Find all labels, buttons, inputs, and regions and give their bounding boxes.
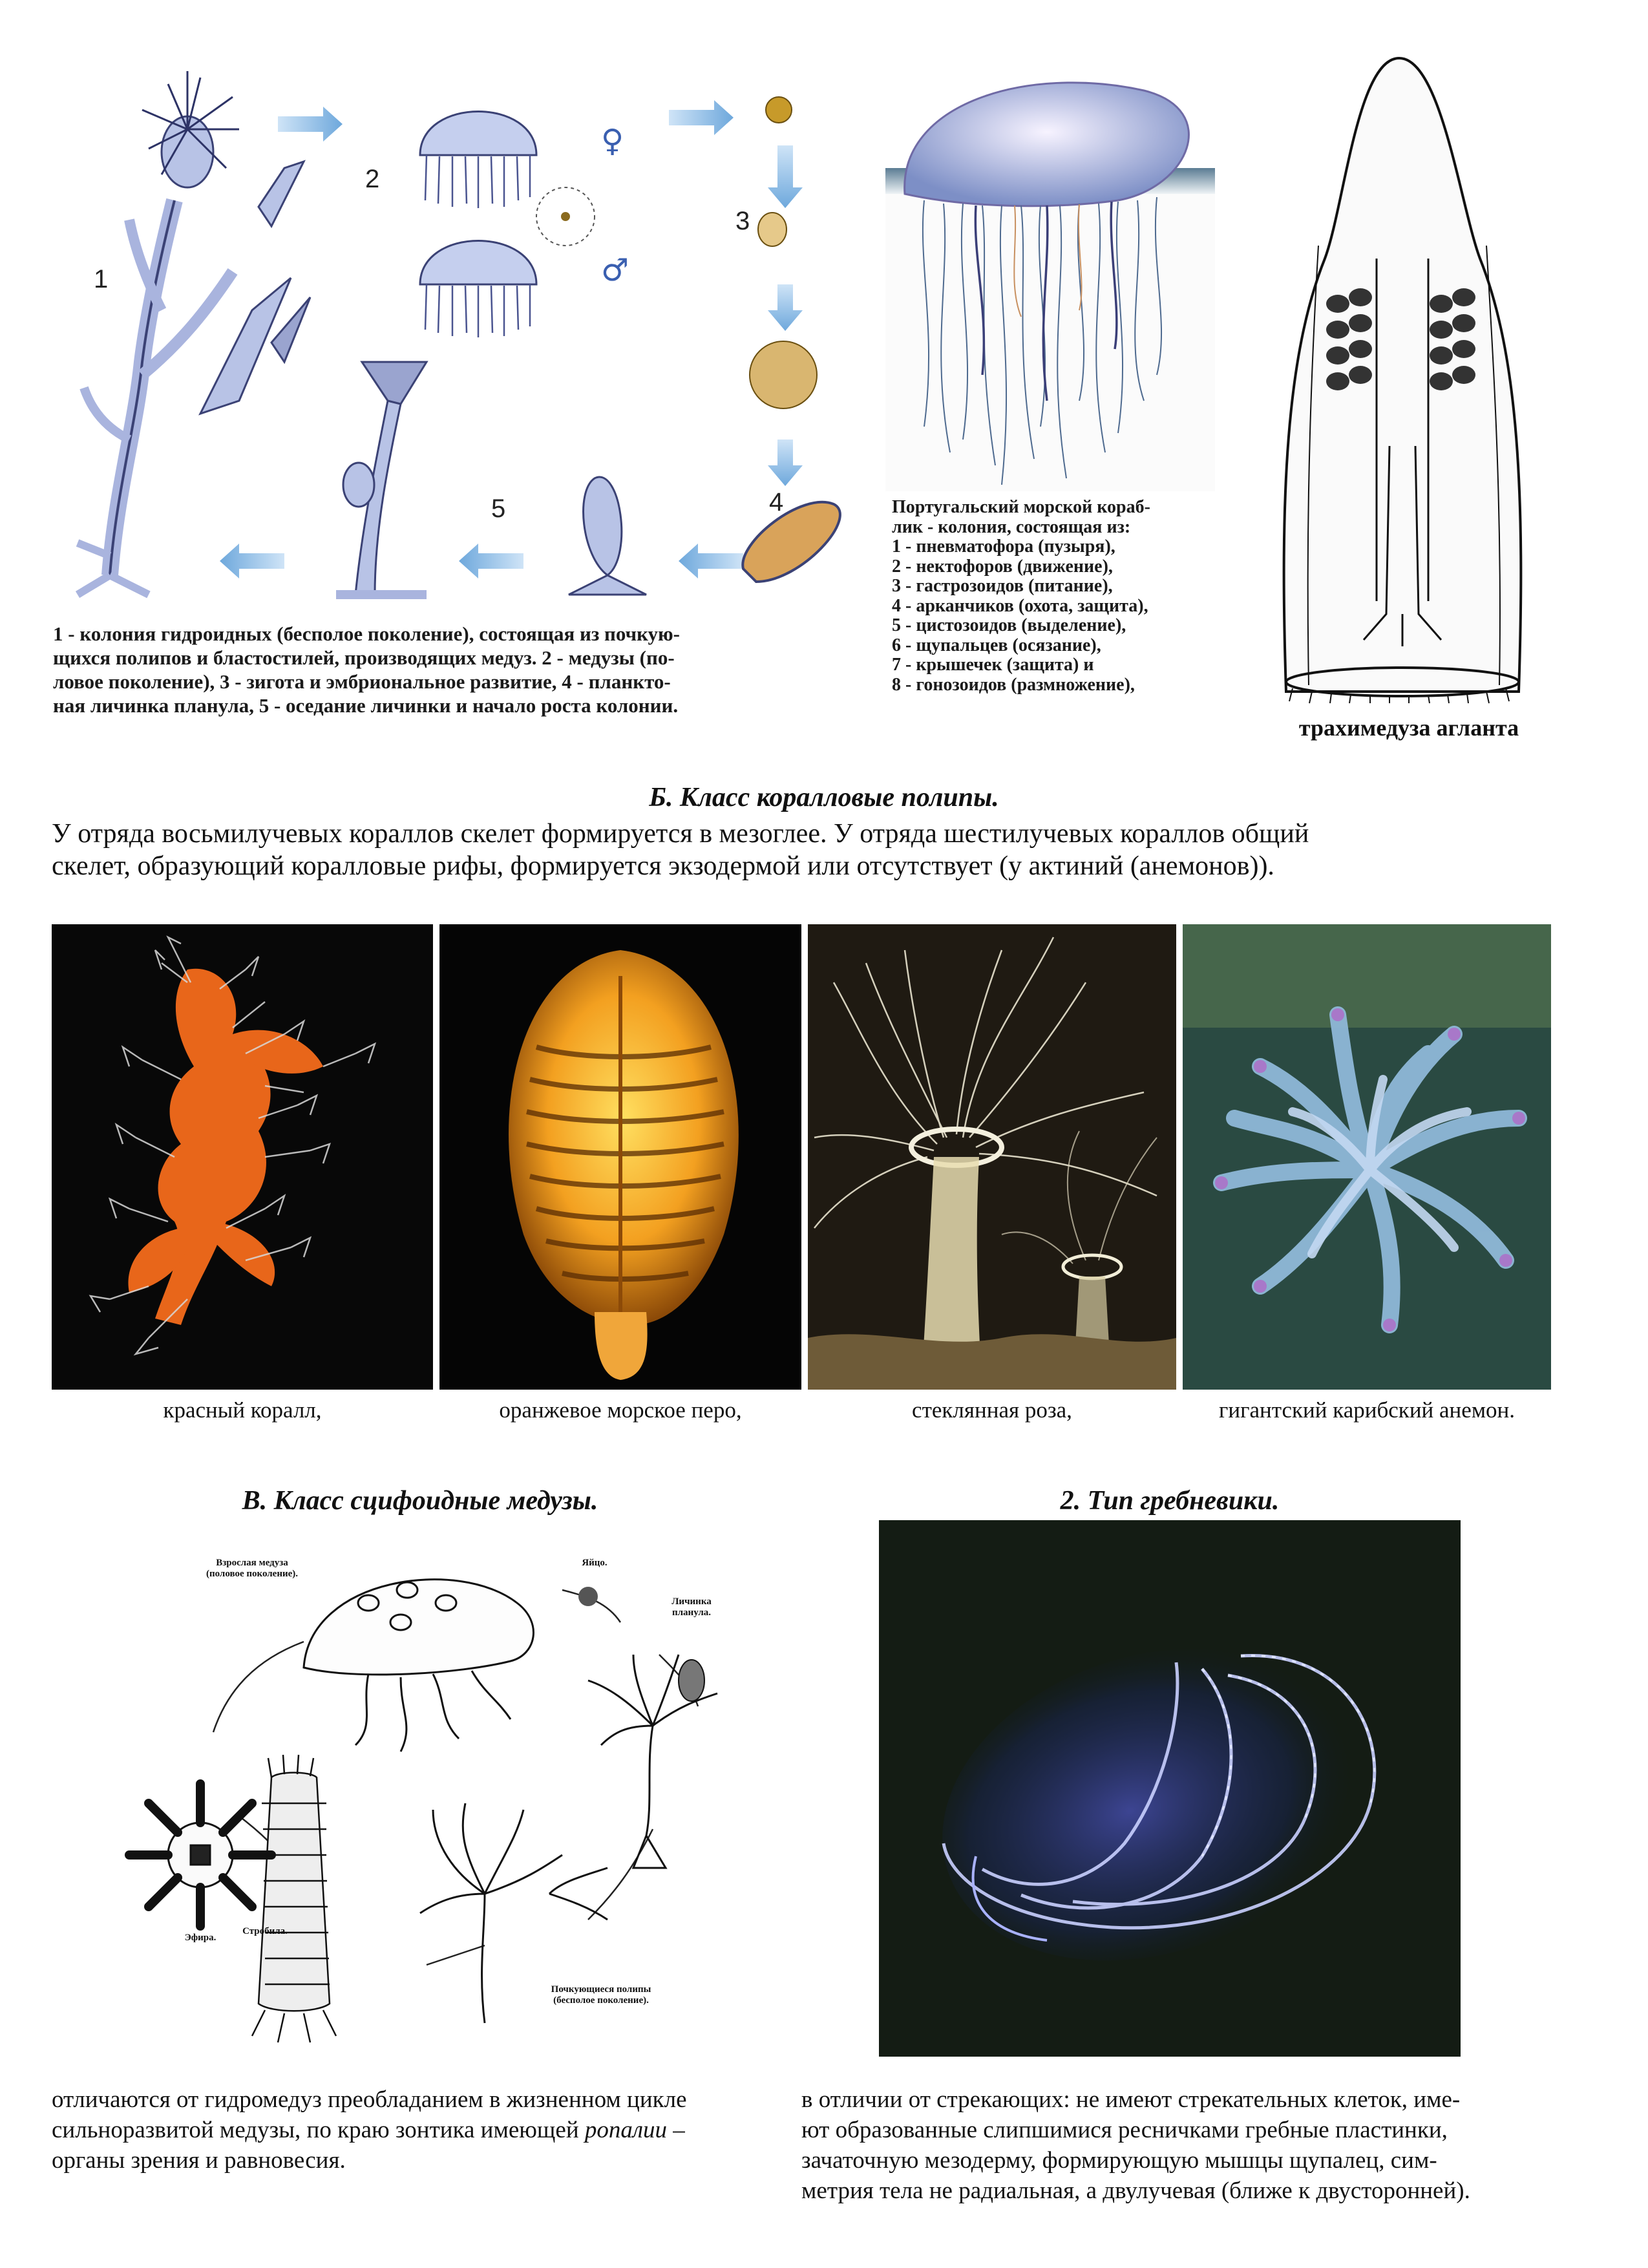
man-o-war-caption-line: Португальский морской кораб- xyxy=(892,497,1150,517)
young-polyp xyxy=(336,362,427,595)
strobila xyxy=(252,1755,336,2042)
man-o-war-image xyxy=(885,39,1215,491)
hydroid-colony xyxy=(78,116,310,595)
step-number-4: 4 xyxy=(769,488,784,516)
ctenophora-text-line: метрия тела не радиальная, а двулучевая (ближе к двусторонней). xyxy=(801,2178,1470,2204)
corals-paragraph-line: скелет, образующий коралловые рифы, формируется экзодермой или отсутствует (у актиний (анемонов)). xyxy=(52,851,1274,881)
zygote xyxy=(766,97,792,123)
arrow-left-3 xyxy=(220,544,284,578)
corals-paragraph xyxy=(52,818,1616,882)
anemone-photo xyxy=(1183,924,1551,1390)
scyphozoa-section-title: В. Класс сцифоидные медузы. xyxy=(242,1486,598,1516)
scyphozoa-lifecycle-drawing xyxy=(97,1532,743,2075)
glass-rose-caption: стеклянная роза, xyxy=(912,1397,1072,1423)
sea-pen-photo xyxy=(439,924,801,1390)
red-coral-photo xyxy=(52,924,433,1390)
ctenophore-photo xyxy=(879,1520,1461,2057)
hydroid-caption-line: щихся полипов и бластостилей, производящих медуз. 2 - медузы (по- xyxy=(53,646,675,669)
man-o-war-caption-line: 1 - пневматофора (пузыря), xyxy=(892,536,1115,556)
red-coral-caption: красный коралл, xyxy=(163,1397,322,1423)
hydroid-caption xyxy=(53,622,893,717)
trachymedusa-caption: трахимедуза агланта xyxy=(1298,715,1519,741)
man-o-war-caption xyxy=(892,498,1228,695)
ctenophora-text xyxy=(801,2084,1609,2206)
arrow-right-2 xyxy=(669,100,734,135)
ctenophora-text-line: в отличии от стрекающих: не имеют стрекательных клеток, име- xyxy=(801,2086,1461,2113)
planula-icon xyxy=(679,1660,704,1701)
man-o-war-caption-line: 3 - гастрозоидов (питание), xyxy=(892,576,1113,596)
man-o-war-caption-line: 2 - нектофоров (движение), xyxy=(892,556,1113,577)
arrow-right-1 xyxy=(278,107,343,142)
pneumatophore xyxy=(905,83,1189,206)
step-number-1: 1 xyxy=(94,265,109,293)
blastula xyxy=(750,341,817,408)
scyphozoa-text xyxy=(52,2084,795,2176)
label-adult-medusa: Взрослая медуза (половое поколение). xyxy=(206,1558,299,1579)
label-larva: Личинка планула. xyxy=(671,1596,712,1618)
hydroid-cycle-figure xyxy=(39,39,879,620)
step-number-2: 2 xyxy=(365,165,380,193)
hydroid-cycle-drawing xyxy=(39,39,879,620)
label-strobila: Стробила. xyxy=(242,1926,288,1936)
adult-medusa xyxy=(304,1580,533,1752)
arrow-down-1 xyxy=(768,145,803,208)
step-number-3: 3 xyxy=(735,207,750,235)
scyphozoa-text-line xyxy=(52,2115,795,2145)
scyphozoa-text-line: органы зрения и равновесия. xyxy=(52,2147,346,2174)
man-o-war-caption-line: 7 - крышечек (защита) и xyxy=(892,655,1094,675)
scyphozoa-text-line: отличаются от гидромедуз преобладанием в жизненном цикле xyxy=(52,2086,687,2113)
step-number-5: 5 xyxy=(491,494,506,523)
scyphozoa-text-line-part: сильноразвитой медузы, по краю зонтика имеющей xyxy=(52,2117,585,2143)
ctenophora-text-line: ют образованные слипшимися ресничками гребные пластинки, xyxy=(801,2117,1448,2143)
trachymedusa-drawing xyxy=(1247,45,1570,705)
label-budding-polyps: Почкующиеся полипы (бесполое поколение). xyxy=(551,1984,651,2006)
anemone-caption: гигантский карибский анемон. xyxy=(1219,1397,1515,1423)
sea-pen-caption: оранжевое морское перо, xyxy=(499,1397,742,1423)
male-symbol: ♂ xyxy=(601,252,629,288)
ctenophora-text-line: зачаточную мезодерму, формирующую мышцы щупалец, сим- xyxy=(801,2147,1437,2174)
dash: – xyxy=(667,2117,685,2143)
arrow-down-3 xyxy=(768,440,803,486)
man-o-war-caption-line: 6 - щупальцев (осязание), xyxy=(892,635,1101,655)
glass-rose-photo xyxy=(808,924,1176,1390)
arrow-left-2 xyxy=(459,544,523,578)
man-o-war-caption-line: лик - колония, состоящая из: xyxy=(892,516,1131,537)
egg-icon xyxy=(578,1587,598,1606)
arrow-left-1 xyxy=(679,544,743,578)
cleavage-stage xyxy=(758,213,787,246)
medusa-male xyxy=(420,241,536,338)
arrow-down-2 xyxy=(768,284,803,331)
rhopalia-term: ропалии xyxy=(584,2117,668,2143)
man-o-war-caption-line: 4 - арканчиков (охота, защита), xyxy=(892,595,1148,616)
hydroid-caption-line: 1 - колония гидроидных (бесполое поколение), состоящая из почкую- xyxy=(53,622,681,645)
corals-paragraph-line: У отряда восьмилучевых кораллов скелет формируется в мезоглее. У отряда шестилучевых кораллов общий xyxy=(52,819,1309,849)
man-o-war-caption-line: 5 - цистозоидов (выделение), xyxy=(892,615,1126,635)
hydroid-caption-line: ловое поколение), 3 - зигота и эмбриональное развитие, 4 - планкто- xyxy=(53,670,671,693)
medusa-female xyxy=(420,112,536,209)
planula xyxy=(743,502,840,582)
hydroid-caption-line: ная личинка планула, 5 - оседание личинки и начало роста колонии. xyxy=(53,694,679,717)
ctenophora-section-title: 2. Тип гребневики. xyxy=(1060,1486,1280,1516)
female-symbol: ♀ xyxy=(601,123,624,159)
man-o-war-caption-line: 8 - гонозоидов (размножение), xyxy=(892,674,1135,695)
settling-larva xyxy=(569,477,646,595)
label-egg: Яйцо. xyxy=(582,1558,607,1568)
gamete xyxy=(561,212,570,221)
ephyra xyxy=(129,1784,271,1926)
label-ephyra: Эфира. xyxy=(184,1933,217,1943)
corals-section-title: Б. Класс коралловые полипы. xyxy=(649,783,999,812)
